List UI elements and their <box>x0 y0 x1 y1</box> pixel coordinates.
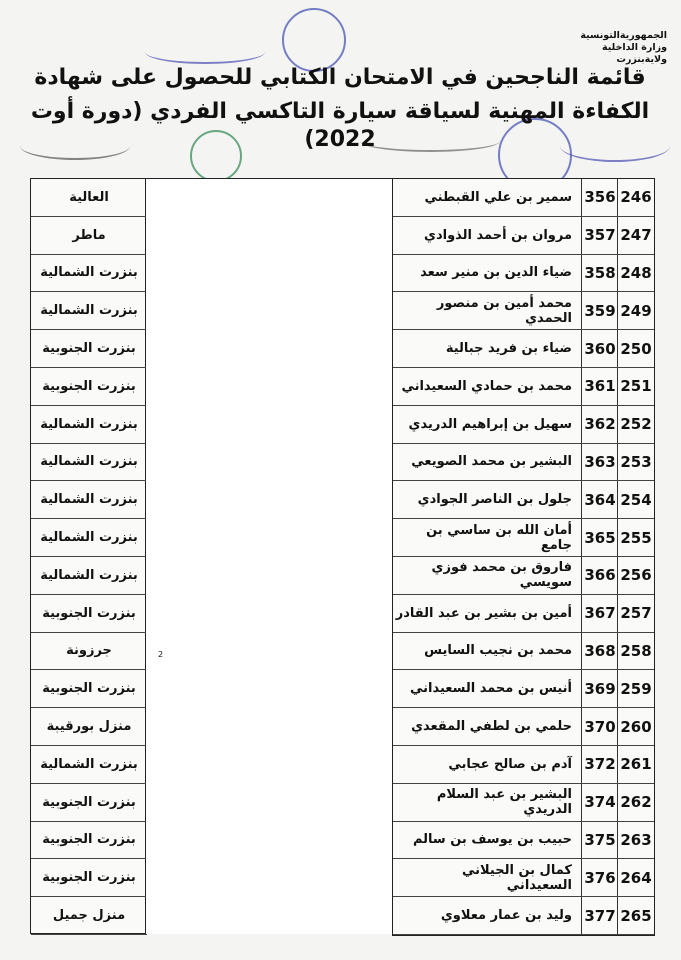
candidate-residence: بنزرت الجنوبية <box>31 822 147 860</box>
candidate-name: أمان الله بن ساسي بن جامع <box>426 522 572 553</box>
candidate-name: ضياء بن فريد جبالية <box>445 341 572 357</box>
candidate-number: 370 <box>581 708 618 745</box>
row-index: 252 <box>617 406 654 443</box>
candidate-name: آدم بن صالح عجابي <box>448 756 572 772</box>
row-index: 258 <box>617 633 654 670</box>
candidate-name: سهيل بن إبراهيم الدريدي <box>408 416 572 432</box>
candidate-name: أمين بن بشير بن عبد القادر <box>395 605 572 621</box>
candidate-name: محمد بن نجيب السايس <box>424 643 572 659</box>
candidate-number: 356 <box>581 179 618 216</box>
candidate-residence: بنزرت الشمالية <box>31 255 147 293</box>
candidate-name: البشير بن محمد الصويعي <box>411 454 572 470</box>
candidate-residence: بنزرت الجنوبية <box>31 784 147 822</box>
row-index: 264 <box>617 859 654 896</box>
row-index: 263 <box>617 822 654 859</box>
candidate-residence: بنزرت الجنوبية <box>31 595 147 633</box>
table-row <box>393 255 654 293</box>
row-index: 254 <box>617 481 654 518</box>
candidate-number: 358 <box>581 255 618 292</box>
candidate-residence: منزل جميل <box>31 897 147 935</box>
table-row <box>393 784 654 822</box>
candidate-residence: بنزرت الشمالية <box>31 444 147 482</box>
table-row <box>393 746 654 784</box>
candidate-residence: بنزرت الجنوبية <box>31 330 147 368</box>
row-index: 248 <box>617 255 654 292</box>
document-title-line-1: قائمة الناجحين في الامتحان الكتابي للحصول على شهادة <box>34 65 646 90</box>
candidate-name: مروان بن أحمد الذوادي <box>424 227 572 243</box>
candidate-residence: بنزرت الشمالية <box>31 406 147 444</box>
candidate-residence: بنزرت الجنوبية <box>31 859 147 897</box>
residence-table <box>30 178 392 934</box>
candidate-number: 369 <box>581 670 618 707</box>
table-row <box>393 670 654 708</box>
candidate-name: جلول بن الناصر الجوادي <box>417 492 572 508</box>
candidate-name: وليد بن عمار معلاوي <box>440 908 572 924</box>
table-row <box>393 330 654 368</box>
table-row <box>393 633 654 671</box>
candidate-residence: منزل بورقيبة <box>31 708 147 746</box>
candidate-number: 361 <box>581 368 618 405</box>
candidate-name: كمال بن الجيلاني السعيداني <box>462 862 572 893</box>
candidate-number: 374 <box>581 784 618 821</box>
candidate-residence: بنزرت الجنوبية <box>31 368 147 406</box>
candidate-number: 362 <box>581 406 618 443</box>
document-title-line-2: الكفاءة المهنية لسياقة سيارة التاكسي الفردي (دورة أوت 2022) <box>30 99 650 152</box>
table-row <box>393 859 654 897</box>
row-index: 262 <box>617 784 654 821</box>
candidate-residence: بنزرت الشمالية <box>31 746 147 784</box>
table-row <box>393 595 654 633</box>
table-row <box>393 217 654 255</box>
row-index: 250 <box>617 330 654 367</box>
ministry-header <box>567 30 667 66</box>
row-index: 259 <box>617 670 654 707</box>
header-line-republic: الجمهوريةالتونسية <box>580 30 667 41</box>
candidate-number: 360 <box>581 330 618 367</box>
table-row <box>393 481 654 519</box>
candidate-number: 357 <box>581 217 618 254</box>
signature-mark <box>145 40 265 64</box>
row-index: 247 <box>617 217 654 254</box>
candidate-number: 367 <box>581 595 618 632</box>
table-row <box>393 292 654 330</box>
candidate-number: 365 <box>581 519 618 556</box>
official-stamp-icon <box>282 8 346 72</box>
table-row <box>393 519 654 557</box>
table-row <box>393 708 654 746</box>
candidate-residence: جرزونة <box>31 633 147 671</box>
header-line-ministry: وزارة الداخلية <box>602 42 667 53</box>
row-index: 253 <box>617 444 654 481</box>
row-index: 260 <box>617 708 654 745</box>
candidate-name: فاروق بن محمد فوزي سويسي <box>431 560 572 591</box>
candidate-name: محمد بن حمادي السعيداني <box>401 378 572 394</box>
table-row <box>393 557 654 595</box>
redacted-column <box>146 178 392 934</box>
table-row <box>393 822 654 860</box>
candidate-residence: بنزرت الشمالية <box>31 519 147 557</box>
candidate-name: حبيب بن يوسف بن سالم <box>412 832 572 848</box>
candidate-name: سمير بن علي القبطني <box>424 189 572 205</box>
table-row <box>393 444 654 482</box>
candidate-number: 372 <box>581 746 618 783</box>
candidate-residence: بنزرت الشمالية <box>31 481 147 519</box>
candidate-number: 377 <box>581 897 618 934</box>
stray-mark: 2 <box>158 650 164 659</box>
candidate-residence: بنزرت الجنوبية <box>31 670 147 708</box>
row-index: 257 <box>617 595 654 632</box>
row-index: 246 <box>617 179 654 216</box>
candidate-number: 376 <box>581 859 618 896</box>
table-row <box>393 406 654 444</box>
candidate-name: البشير بن عبد السلام الدريدي <box>436 787 572 818</box>
candidate-number: 363 <box>581 444 618 481</box>
candidate-residence: ماطر <box>31 217 147 255</box>
table-row <box>393 179 654 217</box>
residence-column <box>30 178 146 934</box>
candidates-table <box>392 178 655 936</box>
candidate-residence: بنزرت الشمالية <box>31 292 147 330</box>
candidate-name: ضياء الدين بن منير سعد <box>420 265 572 281</box>
candidate-name: أنيس بن محمد السعيداني <box>409 681 572 697</box>
row-index: 256 <box>617 557 654 594</box>
row-index: 249 <box>617 292 654 329</box>
header-line-governorate: ولايةبنزرت <box>616 54 667 65</box>
row-index: 255 <box>617 519 654 556</box>
candidate-residence: بنزرت الشمالية <box>31 557 147 595</box>
table-row <box>393 897 654 935</box>
row-index: 265 <box>617 897 654 934</box>
candidate-number: 359 <box>581 292 618 329</box>
candidate-name: حلمي بن لطفي المقعدي <box>411 719 572 735</box>
candidate-number: 364 <box>581 481 618 518</box>
table-row <box>393 368 654 406</box>
candidate-number: 366 <box>581 557 618 594</box>
candidate-number: 375 <box>581 822 618 859</box>
row-index: 261 <box>617 746 654 783</box>
row-index: 251 <box>617 368 654 405</box>
candidate-name: محمد أمين بن منصور الحمدي <box>436 295 572 326</box>
candidate-residence: العالية <box>31 179 147 217</box>
candidate-number: 368 <box>581 633 618 670</box>
